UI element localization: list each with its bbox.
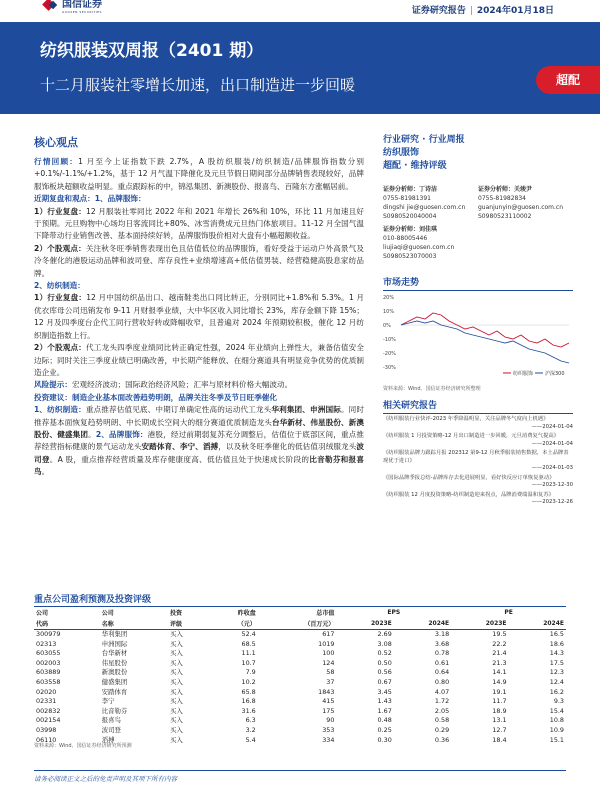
table-header: 2023E — [451, 618, 508, 630]
logo-text-en: GUOSEN SECURITIES — [62, 10, 102, 14]
market-review: 行情回顾：1 月至今上证指数下跌 2.7%，A 股纺织服装/纺织制造/品牌服饰指数分别+0.1%/-1.1%/+1.2%，基于 12 月气温下降催化及元旦节假日期间部分品牌销售表现较好，品牌服饰板块超额收益明显。重点跟踪标的中，锦泓集团、新澳股份、报喜鸟、百隆东方涨幅居前。 — [34, 157, 364, 191]
table-header: 公司 — [34, 607, 100, 619]
disclaimer-footer: 请务必阅读正文之后的免责声明及其项下所有内容 — [34, 770, 566, 783]
table-cell: 02020 — [36, 687, 57, 696]
table-cell: 9.3 — [553, 697, 564, 706]
related-report-item[interactable]: 《纺织服装品牌力跟踪月报 202312 第9-12 月秋季服装销售数据，本土品牌表现优于进口》 ——2024-01-03 — [383, 450, 573, 471]
table-cell: 安踏体育 — [101, 687, 128, 696]
table-cell: 002154 — [36, 716, 61, 725]
y-tick-label: -30% — [383, 365, 396, 371]
related-report-item[interactable]: 《国际品牌季报总结-品牌库存去化进展明显，看好快反应订单恢复驱动》 ——2023-12-30 — [383, 474, 573, 488]
table-cell: 3.45 — [377, 687, 392, 696]
legend-hs300: 沪深300 — [545, 371, 565, 377]
analyst-card: 证券分析师：刘佳琪 010-88005446 liujiaqi@guosen.com.cn S0980523070003 — [383, 226, 455, 260]
table-cell: 买入 — [170, 630, 183, 638]
recent-review-heading: 近期复盘和观点：1、品牌服饰： — [34, 194, 146, 204]
analyst-card: 证券分析师：关竣尹 0755-81982834 guanjunyin@guosen.com.cn S0980523110002 — [478, 186, 564, 220]
table-cell: 3.18 — [434, 630, 450, 638]
table-cell: 1019 — [318, 639, 335, 648]
logo-mark-icon — [44, 0, 58, 10]
table-cell: 19.1 — [492, 687, 507, 696]
table-cell: 300979 — [36, 630, 61, 638]
table-cell: 02331 — [36, 697, 57, 706]
table-cell: 18.9 — [492, 706, 507, 715]
table-cell: 1.43 — [377, 697, 392, 706]
table-cell: 买入 — [170, 735, 183, 744]
top-header — [0, 0, 600, 22]
table-cell: 15.1 — [549, 735, 564, 744]
analyst-card: 证券分析师：丁诗洁 0755-81981391 dingshi jie@guosen.com.cn S0980520040004 — [383, 186, 466, 220]
table-row — [34, 649, 566, 659]
table-cell: 18.4 — [492, 735, 507, 744]
table-cell: 002832 — [36, 706, 61, 715]
table-cell: 报喜鸟 — [101, 716, 121, 725]
table-cell: 1.67 — [377, 706, 392, 715]
y-tick-label: -10% — [383, 337, 396, 343]
related-reports — [383, 416, 573, 507]
investment-advice: 1、纺织制造：重点推荐估值见底、中期订单确定性高的运动代工龙头华利集团、申洲国际。同时推荐基本面恢复趋势明朗、中长期成长空间大的细分赛道优质制造龙头台华新材、伟星股份、新澳股份、健盛集团。2、品牌服饰：港股，经过前期弱复苏充分调整后，估值位于底部区间，重点推荐经营指标健康的景气运动龙头安踏体育、李宁、滔搏，以及秋冬旺季催化的低估值羽绒服龙头波司登。A 股，重点推荐经营质量及库存健康度高、低估值且处于快速成长阶段的比音勒芬和报喜鸟。 — [34, 405, 365, 477]
table-cell: 13.1 — [492, 716, 507, 725]
table-cell: 0.48 — [377, 716, 392, 725]
y-tick-label: 10% — [383, 309, 395, 315]
table-header: 2023E — [336, 618, 393, 630]
table-cell: 90 — [326, 716, 335, 725]
table-cell: 19.5 — [492, 630, 507, 638]
table-cell: 比音勒芬 — [101, 706, 128, 715]
table-cell: 617 — [322, 630, 335, 638]
table-cell: 买入 — [170, 687, 183, 696]
guosen-logo — [44, 0, 102, 14]
industry-name: 纺织服饰 — [383, 148, 420, 158]
table-cell: 0.61 — [434, 658, 450, 667]
table-row — [34, 716, 566, 726]
related-report-item[interactable]: 《纺织服装 12 月度投资策略-纺织制造迎来拐点，品牌消费端温和复苏》 ——2023-12-26 — [383, 491, 573, 505]
table-cell: 台华新材 — [101, 649, 128, 658]
related-report-item[interactable]: 《纺织服装 1 月投资策略-12 月出口制造进一步回暖，元旦消费复气提高》 ——2024-01-04 — [383, 433, 573, 447]
table-cell: 1.72 — [434, 697, 450, 706]
table-cell: 603055 — [36, 649, 61, 658]
table-cell: 0.30 — [377, 735, 392, 744]
table-cell: 22.2 — [492, 639, 507, 648]
table-cell: 0.29 — [434, 725, 450, 734]
report-title: 纺织服装双周报（2401 期） — [40, 41, 264, 61]
sidebar — [383, 134, 573, 507]
table-cell: 申洲国际 — [101, 639, 128, 648]
table-cell: 31.6 — [241, 706, 256, 715]
table-cell: 175 — [322, 706, 335, 715]
report-subtitle: 十二月服装社零增长加速，出口制造进一步回暖 — [40, 76, 356, 94]
table-row — [34, 688, 566, 698]
table-cell: 21.3 — [492, 658, 507, 667]
table-header: 评级 — [168, 618, 207, 630]
table-header: 昨收盘 — [207, 607, 258, 619]
industry-rating: 超配 · 维持评级 — [383, 161, 447, 171]
investment-advice-heading: 投资建议：制造企业基本面改善趋势明朗，品牌关注冬季及节日旺季催化 — [34, 392, 277, 402]
table-row — [34, 640, 566, 650]
table-header: 代码 — [34, 618, 100, 630]
table-cell: 15.4 — [549, 706, 564, 715]
table-cell: 21.4 — [492, 649, 507, 658]
table-cell: 16.5 — [549, 630, 564, 638]
rating-badge: 超配 — [536, 66, 600, 94]
manufacturing-heading: 2、纺织制造： — [34, 281, 85, 291]
table-cell: 334 — [322, 735, 335, 744]
table-cell: 0.52 — [377, 649, 392, 658]
table-cell: 2.69 — [377, 630, 392, 638]
table-cell: 0.67 — [377, 677, 392, 686]
table-cell: 买入 — [170, 649, 183, 658]
table-cell: 买入 — [170, 677, 183, 686]
table-cell: 603558 — [36, 677, 61, 686]
table-cell: 603889 — [36, 668, 61, 677]
table-row — [34, 726, 566, 736]
table-row — [34, 668, 566, 678]
table-header: 2024E — [394, 618, 451, 630]
logo-text: 国信证券 — [62, 0, 102, 10]
table-cell: 0.80 — [434, 677, 450, 686]
table-cell: 买入 — [170, 706, 183, 715]
table-row — [34, 659, 566, 669]
table-cell: 17.5 — [549, 658, 564, 667]
table-cell: 0.36 — [434, 735, 450, 744]
table-cell: 0.78 — [434, 649, 450, 658]
table-cell: 16.2 — [549, 687, 564, 696]
table-cell: 买入 — [170, 697, 183, 706]
table-cell: 124 — [322, 658, 335, 667]
table-cell: 58 — [326, 668, 335, 677]
report-category: 行业研究 · 行业周报 — [383, 135, 465, 145]
series-line-hs300 — [401, 321, 569, 363]
report-meta: 证券研究报告 | 2024年01月18日 — [411, 6, 554, 16]
table-cell: 10.2 — [241, 677, 256, 686]
table-cell: 03998 — [36, 725, 57, 734]
table-cell: 买入 — [170, 658, 183, 667]
related-reports-title: 相关研究报告 — [383, 398, 573, 414]
brand-industry-review: 1）行业复盘：12 月服装社零同比 2022 年和 2021 年增长 26%和 10%，环比 11 月加速且好于预期。元旦购物中心场均日客流同比+80%、冰雪消费成元旦热门体旅项目。11-12 月全国气温下降带动行业销售改善、基本面持续好转，品牌服饰股价相对大盘有小幅超额收益。 — [34, 206, 364, 241]
chart-source: 资料来源：Wind、国信证券经济研究所整理 — [383, 386, 481, 392]
table-row — [34, 630, 566, 640]
table-cell: 李宁 — [101, 697, 115, 706]
table-cell: 14.9 — [492, 677, 507, 686]
manufacturing-stock-view: 2）个股观点：代工龙头四季度业绩同比转正确定性强，2024 年业绩向上弹性大，兼备估值安全边际；同时关注三季度业绩已明确改善，中长期产能释放、在细分赛道具有明显竞争优势的优质制造企业。 — [34, 343, 364, 377]
table-header: 公司 — [100, 607, 168, 619]
table-cell: 52.4 — [241, 630, 256, 638]
table-cell: 353 — [322, 725, 335, 734]
table-header: PE — [451, 607, 566, 619]
table-header: 投资 — [168, 607, 207, 619]
table-cell: 12.4 — [549, 677, 564, 686]
table-cell: 波司登 — [101, 725, 121, 734]
table-source: 资料来源：Wind、国信证券经济研究所预测 — [34, 743, 132, 749]
table-header: 2024E — [509, 618, 566, 630]
table-cell: 0.50 — [377, 658, 392, 667]
title-banner — [0, 22, 600, 114]
core-views — [34, 134, 364, 479]
table-cell: 37 — [326, 677, 335, 686]
report-date: 2024年01月18日 — [476, 6, 554, 16]
table-cell: 14.3 — [549, 649, 564, 658]
table-row — [34, 697, 566, 707]
table-cell: 100 — [322, 649, 335, 658]
market-trend-title: 市场走势 — [383, 275, 573, 291]
table-cell: 0.58 — [434, 716, 450, 725]
table-cell: 买入 — [170, 716, 183, 725]
table-cell: 华利集团 — [101, 630, 128, 638]
table-cell: 002003 — [36, 658, 61, 667]
market-trend-chart — [383, 291, 573, 379]
table-cell: 0.25 — [377, 725, 392, 734]
table-cell: 0.64 — [434, 668, 450, 677]
table-cell: 415 — [322, 697, 335, 706]
table-cell: 5.4 — [245, 735, 256, 744]
table-row — [34, 678, 566, 688]
table-cell: 买入 — [170, 668, 183, 677]
legend-textile: 纺织服饰 — [513, 371, 534, 377]
table-cell: 伟星股份 — [101, 658, 128, 667]
table-cell: 健盛集团 — [101, 677, 128, 686]
table-cell: 12.7 — [492, 725, 507, 734]
brand-stock-view: 2）个股观点：关注秋冬旺季销售表现出色且估值低位的品牌服饰，看好受益于运动户外高景气及冷冬催化的港股运动品牌和波司登、库存良性+业绩增速高+低估值男装、经营稳健高股息家纺品牌。 — [34, 243, 364, 278]
table-cell: 06110 — [36, 735, 57, 744]
table-header: （百万元） — [258, 618, 337, 630]
table-cell: 11.7 — [492, 697, 507, 706]
table-title: 重点公司盈利预测及投资评级 — [34, 595, 152, 605]
table-row — [34, 707, 566, 717]
table-cell: 6.3 — [245, 716, 256, 725]
table-cell: 0.56 — [377, 668, 392, 677]
series-line-textile — [401, 313, 569, 347]
y-tick-label: 0% — [383, 323, 391, 329]
table-cell: 1843 — [318, 687, 335, 696]
related-report-item[interactable]: 《纺织服装行业快评-2023 年季降温明显，关注品牌冬气度向上机遇》 ——2024-01-04 — [383, 416, 573, 430]
table-header: EPS — [336, 607, 451, 619]
y-tick-label: -20% — [383, 351, 396, 357]
table-cell: 14.1 — [492, 668, 507, 677]
table-cell: 10.9 — [549, 725, 564, 734]
table-header: 总市值 — [258, 607, 337, 619]
table-cell: 18.6 — [549, 639, 564, 648]
table-cell: 3.2 — [245, 725, 256, 734]
analyst-list — [383, 185, 573, 261]
table-cell: 3.68 — [434, 639, 450, 648]
table-cell: 3.08 — [377, 639, 392, 648]
table-cell: 买入 — [170, 725, 183, 734]
section-title: 核心观点 — [34, 136, 78, 149]
table-cell: 滔搏 — [101, 735, 115, 744]
earnings-forecast-table — [34, 606, 566, 745]
table-cell: 4.07 — [434, 687, 450, 696]
report-type: 证券研究报告 — [411, 6, 466, 16]
table-cell: 12.3 — [549, 668, 564, 677]
table-cell: 68.5 — [241, 639, 256, 648]
manufacturing-industry-review: 1）行业复盘：12 月中国纺织品出口、越南鞋类出口同比转正，分别同比+1.8%和 5.3%。1 月优衣库母公司迅销发布 9-11 月财报季业绩，大中华区收入同比增长 23%，库存金额下降 15%；12 月及四季度台企代工同行营收好转或降幅收窄，且普遍对 2024 年预期较积极，催化 12 月纺织制造指数上行。 — [34, 293, 364, 340]
table-cell: 7.9 — [245, 668, 256, 677]
table-cell: 10.7 — [241, 658, 256, 667]
table-cell: 2.05 — [434, 706, 450, 715]
table-cell: 10.8 — [549, 716, 564, 725]
table-header: （元） — [207, 618, 258, 630]
table-cell: 买入 — [170, 639, 183, 648]
table-cell: 16.8 — [241, 697, 256, 706]
y-tick-label: 20% — [383, 295, 395, 301]
table-cell: 11.1 — [241, 649, 256, 658]
table-cell: 02313 — [36, 639, 57, 648]
table-cell: 65.8 — [241, 687, 256, 696]
risk-warning: 风险提示：宏观经济波动；国际政治经济风险；汇率与原材料价格大幅波动。 — [34, 380, 293, 390]
table-cell: 新澳股份 — [101, 668, 128, 677]
table-header: 名称 — [100, 618, 168, 630]
